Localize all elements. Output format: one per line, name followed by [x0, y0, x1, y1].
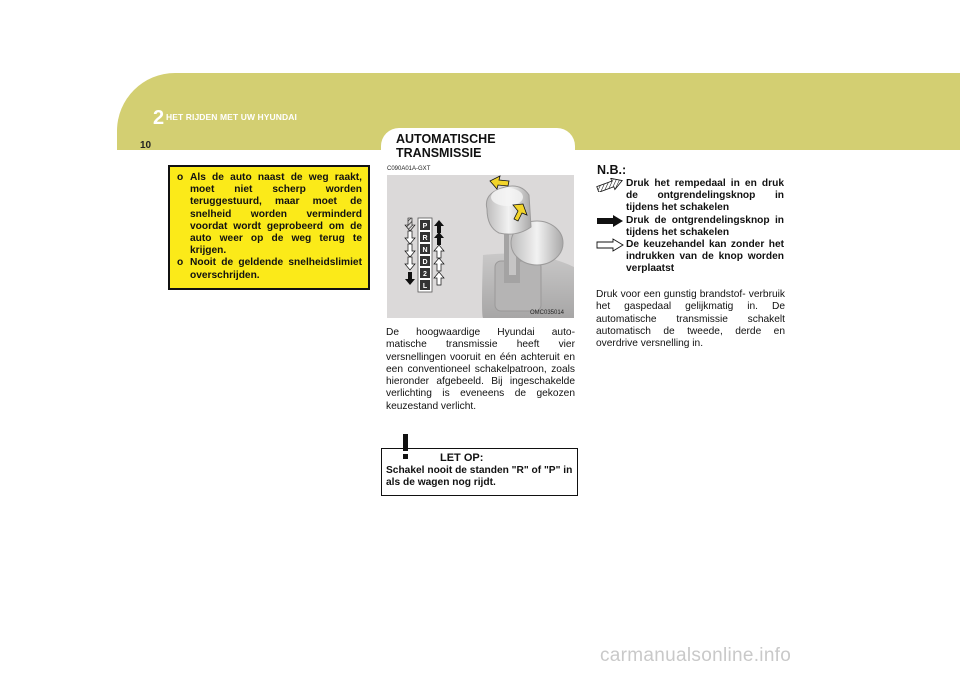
- outline-arrow-icon: [596, 238, 624, 252]
- note-line: De keuzehandel kan zonder het indrukken van de knop worden verplaatst: [626, 239, 784, 275]
- gear-shift-figure: [387, 175, 574, 318]
- warning-box: [168, 165, 370, 290]
- warning-item: [177, 257, 362, 281]
- gear-label-2: 2: [423, 271, 427, 278]
- gear-label-l: L: [422, 283, 428, 290]
- body-text: De hoogwaardige Hyundai auto- matische transmissie heeft vier versnellingen vooruit en één achteruit en een conventioneel schakelpatroon, zoals hieronder afgebeeld. Bij ingeschakelde verlichting is eveneens de gekozen keuzestand verlicht.: [386, 327, 575, 412]
- exclamation-triangle-icon: [393, 432, 419, 460]
- warning-text: Als de auto naast de weg raakt, moet niet scherp worden teruggestuurd, maar moet de snelheid worden verminderd voordat wordt geprobeerd om de auto weer op de weg terug te krijgen.: [190, 172, 362, 257]
- note-line: Druk de ontgrendelingsknop in tijdens het schakelen: [626, 214, 784, 238]
- watermark: carmanualsonline.info: [600, 645, 792, 666]
- gear-label-n: N: [422, 247, 428, 254]
- gear-shift-illustration: [387, 175, 574, 318]
- gear-label-r: R: [422, 235, 428, 242]
- warning-text: Nooit de geldende snelheidslimiet overschrijden.: [190, 257, 362, 281]
- gear-label-p: P: [422, 223, 428, 230]
- note-line: Druk het rempedaal in en druk de ontgrendelingsknop in tijdens het schakelen: [626, 178, 784, 214]
- section-title: AUTOMATISCHE TRANSMISSIE: [396, 132, 496, 160]
- chapter-title: HET RIJDEN MET UW HYUNDAI: [166, 112, 297, 122]
- bullet: o: [177, 172, 184, 183]
- section-code: C090A01A-GXT: [387, 166, 431, 172]
- note-text: [626, 178, 784, 276]
- warning-item: [177, 172, 362, 257]
- note-title: N.B.:: [597, 163, 627, 177]
- fuel-economy-text: Druk voor een gunstig brandstof- verbruik het gaspedaal gelijkmatig in. De automatische transmissie schakelt automatisch de tweede, derde en overdrive versnelling in.: [596, 289, 785, 350]
- caution-text: Schakel nooit de standen "R" of "P" in als de wagen nog rijdt.: [386, 465, 573, 489]
- figure-code: OMC035014: [530, 310, 565, 316]
- solid-arrow-icon: [596, 214, 624, 228]
- gear-label-d: D: [422, 259, 428, 266]
- chapter-number: 2: [153, 107, 165, 129]
- page-number: 10: [140, 140, 152, 151]
- bullet: o: [177, 257, 184, 269]
- hatched-arrow-icon: [596, 178, 624, 192]
- caution-title: LET OP:: [440, 452, 484, 464]
